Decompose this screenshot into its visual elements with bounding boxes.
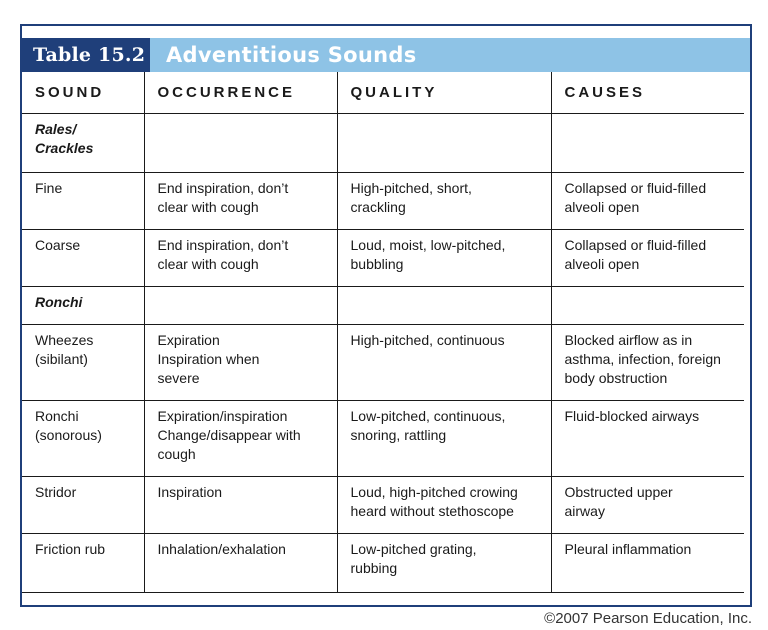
table-title: Adventitious Sounds bbox=[150, 38, 750, 72]
cell-sound: Ronchi (sonorous) bbox=[22, 400, 144, 476]
cell-occurrence: End inspiration, don’t clear with cough bbox=[144, 229, 337, 286]
cell-sound: Rales/ Crackles bbox=[22, 113, 144, 172]
cell-occurrence: Expiration Inspiration when severe bbox=[144, 324, 337, 400]
cell-quality: Loud, moist, low-pitched, bubbling bbox=[337, 229, 551, 286]
table-row bbox=[22, 229, 744, 286]
cell-causes: Blocked airflow as in asthma, infection, foreign body obstruction bbox=[551, 324, 744, 400]
cell-causes bbox=[551, 113, 744, 172]
table-row bbox=[22, 324, 744, 400]
header-row bbox=[22, 72, 744, 113]
cell-sound: Fine bbox=[22, 172, 144, 229]
table-row bbox=[22, 400, 744, 476]
column-header-causes: CAUSES bbox=[551, 72, 744, 113]
column-header-occurrence: OCCURRENCE bbox=[144, 72, 337, 113]
cell-quality: Loud, high-pitched crowing heard without stethoscope bbox=[337, 476, 551, 533]
copyright-notice: ©2007 Pearson Education, Inc. bbox=[544, 610, 752, 627]
cell-causes: Fluid-blocked airways bbox=[551, 400, 744, 476]
table-row bbox=[22, 172, 744, 229]
adventitious-sounds-table bbox=[22, 72, 744, 593]
cell-occurrence bbox=[144, 113, 337, 172]
cell-quality: High-pitched, short, crackling bbox=[337, 172, 551, 229]
column-header-sound: SOUND bbox=[22, 72, 144, 113]
cell-quality bbox=[337, 286, 551, 324]
table-number: Table 15.2 bbox=[22, 38, 150, 72]
cell-causes: Collapsed or fluid-filled alveoli open bbox=[551, 229, 744, 286]
table-row bbox=[22, 533, 744, 592]
table-row bbox=[22, 476, 744, 533]
column-header-quality: QUALITY bbox=[337, 72, 551, 113]
cell-sound: Wheezes (sibilant) bbox=[22, 324, 144, 400]
cell-occurrence bbox=[144, 286, 337, 324]
section-row bbox=[22, 113, 744, 172]
cell-causes: Collapsed or fluid-filled alveoli open bbox=[551, 172, 744, 229]
cell-quality bbox=[337, 113, 551, 172]
cell-quality: Low-pitched grating, rubbing bbox=[337, 533, 551, 592]
cell-quality: High-pitched, continuous bbox=[337, 324, 551, 400]
cell-occurrence: End inspiration, don’t clear with cough bbox=[144, 172, 337, 229]
table-title-bar bbox=[22, 38, 750, 72]
cell-causes: Obstructed upper airway bbox=[551, 476, 744, 533]
cell-causes: Pleural inflammation bbox=[551, 533, 744, 592]
cell-sound: Stridor bbox=[22, 476, 144, 533]
cell-sound: Friction rub bbox=[22, 533, 144, 592]
cell-sound: Coarse bbox=[22, 229, 144, 286]
table-frame bbox=[20, 24, 752, 607]
cell-quality: Low-pitched, continuous, snoring, rattling bbox=[337, 400, 551, 476]
cell-occurrence: Inspiration bbox=[144, 476, 337, 533]
cell-occurrence: Expiration/inspiration Change/disappear with cough bbox=[144, 400, 337, 476]
cell-sound: Ronchi bbox=[22, 286, 144, 324]
section-row bbox=[22, 286, 744, 324]
cell-occurrence: Inhalation/exhalation bbox=[144, 533, 337, 592]
cell-causes bbox=[551, 286, 744, 324]
